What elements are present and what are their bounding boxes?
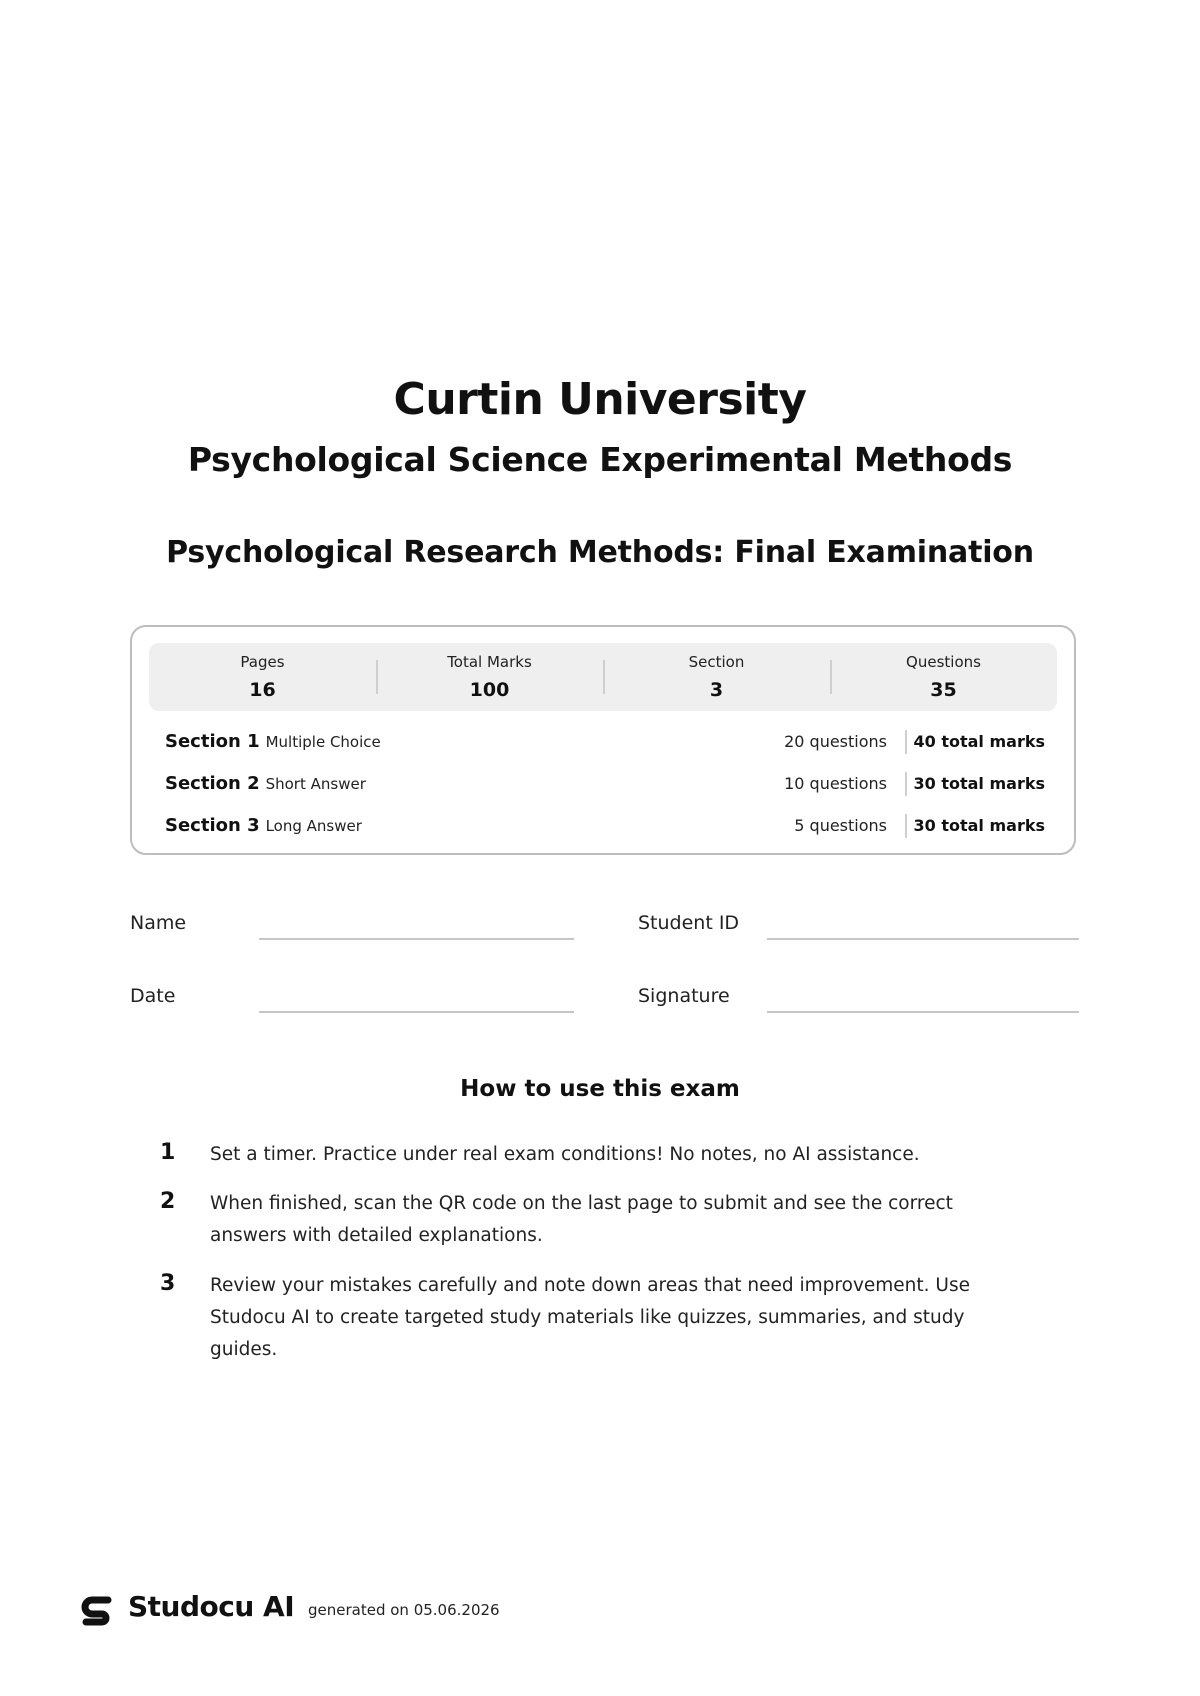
section-type: Long Answer [265, 817, 362, 835]
section-divider [905, 772, 907, 796]
stat-value: 100 [469, 679, 510, 701]
section-total-marks: 30 total marks [913, 816, 1045, 835]
date-label: Date [130, 985, 176, 1007]
section-type: Multiple Choice [265, 733, 381, 751]
step-number: 3 [160, 1271, 176, 1296]
section-title: Section 1 [165, 731, 260, 752]
section-row-1 [165, 729, 1045, 755]
generated-date: generated on 05.06.2026 [308, 1601, 500, 1619]
university-title: Curtin University [393, 374, 807, 425]
stat-value: 3 [709, 679, 724, 701]
date-field-line[interactable] [259, 1011, 574, 1013]
stat-pages [149, 643, 376, 711]
step-number: 2 [160, 1189, 176, 1214]
section-question-count: 20 questions [784, 732, 887, 751]
stat-section [603, 643, 830, 711]
course-title: Psychological Science Experimental Methods [187, 440, 1013, 479]
section-total-marks: 30 total marks [913, 774, 1045, 793]
section-name [165, 771, 366, 797]
studocu-logo-icon [78, 1592, 116, 1630]
studocu-brand-name: Studocu AI [128, 1590, 295, 1623]
section-row-2 [165, 771, 1045, 797]
signature-label: Signature [638, 985, 730, 1007]
exam-title: Psychological Research Methods: Final Examination [166, 535, 1034, 570]
signature-field-line[interactable] [767, 1011, 1079, 1013]
section-title: Section 2 [165, 773, 260, 794]
exam-stats-bar [149, 643, 1057, 711]
step-text: Set a timer. Practice under real exam conditions! No notes, no AI assistance. [210, 1144, 920, 1165]
instructions-heading: How to use this exam [460, 1076, 740, 1102]
section-total-marks: 40 total marks [913, 732, 1045, 751]
section-divider [905, 730, 907, 754]
stat-total-marks [376, 643, 603, 711]
exam-summary-card [130, 625, 1076, 855]
name-field-line[interactable] [259, 938, 574, 940]
step-number: 1 [160, 1140, 176, 1165]
student-id-field-line[interactable] [767, 938, 1079, 940]
step-text: Review your mistakes carefully and note down areas that need improvement. Use Studocu AI to create targeted study materials like quizzes, summaries, and study guides. [210, 1275, 970, 1360]
section-question-count: 10 questions [784, 774, 887, 793]
section-question-count: 5 questions [794, 816, 887, 835]
stat-label: Pages [240, 653, 285, 671]
student-id-label: Student ID [638, 912, 740, 934]
stat-value: 16 [249, 679, 276, 701]
section-name [165, 813, 362, 839]
section-divider [905, 814, 907, 838]
stat-value: 35 [930, 679, 957, 701]
stat-label: Questions [906, 653, 981, 671]
section-type: Short Answer [265, 775, 366, 793]
section-row-3 [165, 813, 1045, 839]
section-title: Section 3 [165, 815, 260, 836]
name-label: Name [130, 912, 187, 934]
stat-label: Section [688, 653, 745, 671]
section-name [165, 729, 381, 755]
step-text: When finished, scan the QR code on the last page to submit and see the correct answers with detailed explanations. [210, 1193, 953, 1246]
stat-label: Total Marks [447, 653, 532, 671]
stat-questions [830, 643, 1057, 711]
